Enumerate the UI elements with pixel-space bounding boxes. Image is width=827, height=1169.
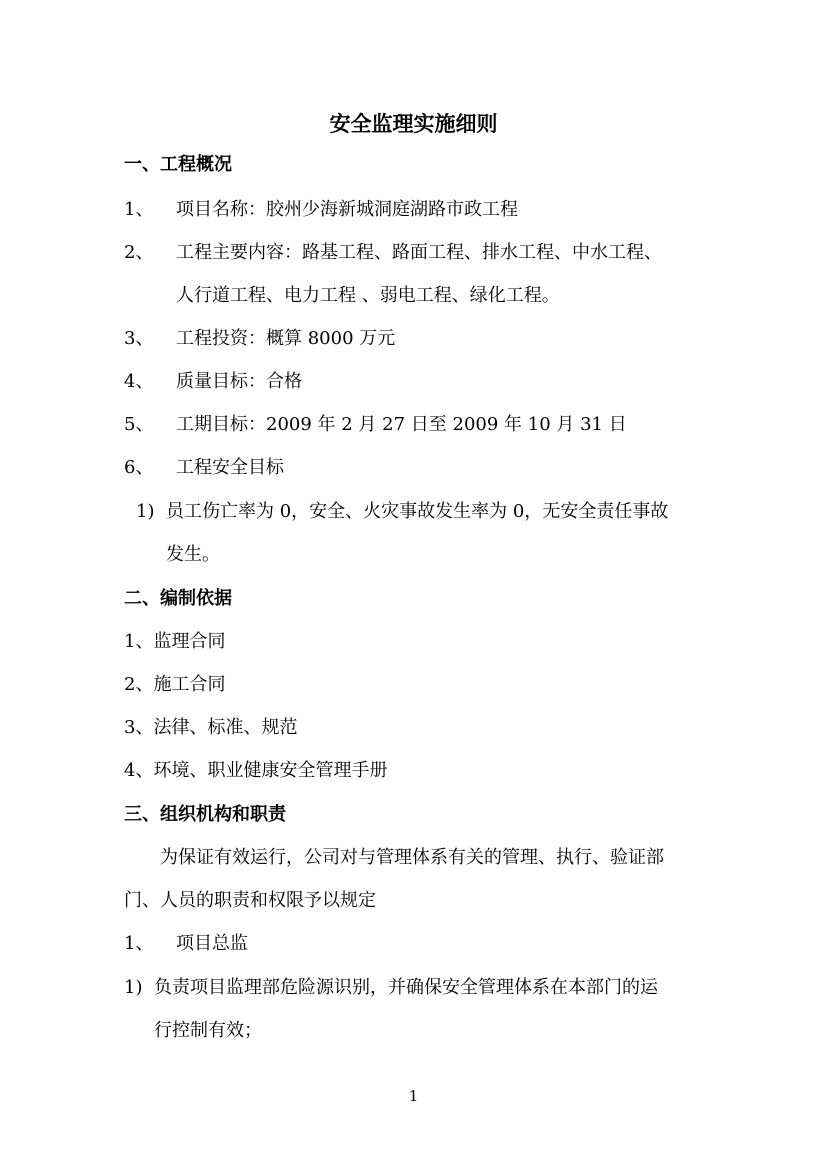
list-item-text: 工程安全目标 bbox=[176, 457, 284, 478]
list-item: 1、监理合同 bbox=[124, 631, 226, 652]
sub-list-item-continuation: 发生。 bbox=[166, 544, 220, 565]
section-heading-organization: 三、组织机构和职责 bbox=[124, 804, 286, 825]
list-item-number: 1、 bbox=[124, 199, 154, 220]
paragraph-line: 为保证有效运行，公司对与管理体系有关的管理、执行、验证部 bbox=[160, 847, 664, 868]
sub-list-item-number: 1) bbox=[124, 977, 143, 998]
sub-list-item-text: 负责项目监理部危险源识别，并确保安全管理体系在本部门的运 bbox=[154, 977, 658, 998]
list-item bbox=[124, 932, 248, 956]
list-item-text: 项目名称：胶州少海新城洞庭湖路市政工程 bbox=[176, 199, 518, 220]
document-title: 安全监理实施细则 bbox=[329, 111, 498, 136]
sub-list-item-number: 1) bbox=[136, 501, 155, 522]
page-number: 1 bbox=[408, 1087, 419, 1105]
list-item bbox=[124, 198, 518, 222]
list-item-text: 工期目标：2009 年 2 月 27 日至 2009 年 10 月 31 日 bbox=[176, 414, 627, 435]
list-item bbox=[124, 241, 662, 265]
list-item: 2、施工合同 bbox=[124, 674, 226, 695]
list-item-number: 6、 bbox=[124, 457, 154, 478]
list-item bbox=[124, 327, 395, 351]
sub-list-item bbox=[136, 500, 668, 524]
sub-list-item bbox=[124, 976, 658, 1000]
paragraph-line: 门、人员的职责和权限予以规定 bbox=[124, 890, 376, 911]
list-item bbox=[124, 456, 284, 480]
list-item: 4、环境、职业健康安全管理手册 bbox=[124, 760, 388, 781]
sub-list-item-text: 员工伤亡率为 0，安全、火灾事故发生率为 0，无安全责任事故 bbox=[166, 501, 669, 522]
list-item-number: 1、 bbox=[124, 933, 154, 954]
list-item-continuation: 人行道工程、电力工程 、弱电工程、绿化工程。 bbox=[176, 285, 560, 306]
section-heading-basis: 二、编制依据 bbox=[124, 588, 232, 609]
list-item-text: 工程投资：概算 8000 万元 bbox=[176, 328, 396, 349]
list-item: 3、法律、标准、规范 bbox=[124, 717, 298, 738]
list-item-number: 5、 bbox=[124, 414, 154, 435]
list-item-text: 工程主要内容：路基工程、路面工程、排水工程、中水工程、 bbox=[176, 242, 662, 263]
list-item bbox=[124, 370, 302, 394]
list-item-number: 3、 bbox=[124, 328, 154, 349]
list-item-number: 2、 bbox=[124, 242, 154, 263]
list-item-number: 4、 bbox=[124, 371, 154, 392]
section-heading-overview: 一、工程概况 bbox=[124, 154, 232, 175]
sub-list-item-continuation: 行控制有效； bbox=[154, 1020, 262, 1041]
list-item-text: 项目总监 bbox=[176, 933, 248, 954]
list-item-text: 质量目标：合格 bbox=[176, 371, 302, 392]
list-item bbox=[124, 413, 627, 437]
